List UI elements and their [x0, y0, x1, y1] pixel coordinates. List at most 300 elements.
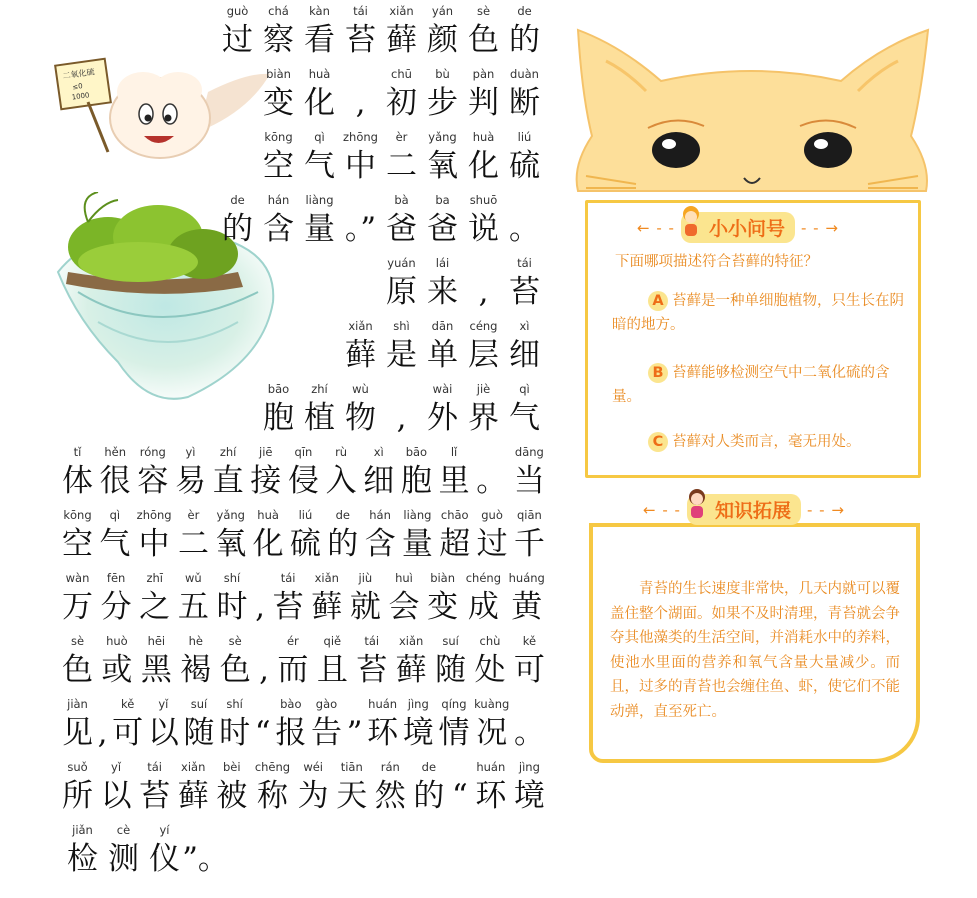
hanzi: 界 [468, 400, 499, 436]
hanzi: 藓 [345, 337, 376, 373]
story-glyph [427, 569, 458, 627]
pinyin: shí [226, 697, 243, 711]
pinyin: biàn [430, 571, 456, 585]
story-glyph [422, 128, 463, 186]
hanzi: 气 [509, 400, 540, 436]
hanzi: 量 [401, 526, 433, 562]
hanzi: 黄 [511, 589, 543, 625]
story-glyph [219, 695, 250, 753]
hanzi: 硫 [289, 526, 321, 562]
pinyin: tái [364, 634, 380, 648]
story-glyph [365, 506, 396, 564]
pinyin: huà [308, 67, 331, 81]
pinyin: rù [335, 445, 348, 459]
pinyin: kōng [264, 130, 293, 144]
story-glyph [148, 695, 179, 753]
sign-text-3: 1000 [71, 91, 91, 102]
hanzi: 而 [277, 652, 309, 688]
hanzi: 。 [514, 715, 545, 751]
mascot-icon [677, 204, 705, 238]
quiz-option-a[interactable] [612, 289, 908, 337]
knowledge-header-tag [687, 494, 801, 525]
story-glyph [422, 2, 463, 60]
hanzi: 苔 [356, 652, 388, 688]
pinyin: yí [159, 823, 170, 837]
hanzi: 化 [468, 148, 499, 184]
hanzi: 黑 [140, 652, 172, 688]
pinyin: lái [435, 256, 450, 270]
hanzi: ” [346, 715, 363, 751]
hanzi: 时 [216, 589, 248, 625]
pinyin: chù [479, 634, 501, 648]
hanzi: 况 [476, 715, 508, 751]
hanzi: 二 [386, 148, 417, 184]
pinyin: hè [188, 634, 203, 648]
hanzi: 藓 [386, 22, 417, 58]
pinyin: wù [352, 382, 369, 396]
pinyin: chū [391, 67, 412, 81]
pinyin: huán [476, 760, 506, 774]
pinyin: yuán [387, 256, 416, 270]
story-glyph [367, 695, 398, 753]
hanzi: 环 [367, 715, 399, 751]
story-glyph [350, 569, 381, 627]
hanzi: 步 [427, 85, 458, 121]
story-glyph [215, 506, 246, 564]
pinyin: suǒ [67, 760, 88, 774]
hanzi: 二 [177, 526, 209, 562]
story-glyph [275, 695, 306, 753]
hanzi: 藓 [311, 589, 343, 625]
hanzi: 被 [216, 778, 248, 814]
story-glyph [509, 569, 545, 627]
story-glyph [514, 758, 545, 816]
story-line [62, 569, 545, 627]
option-letter: B [648, 363, 668, 383]
story-line [217, 2, 545, 60]
pinyin: gào [315, 697, 338, 711]
hanzi: 细 [509, 337, 540, 373]
hanzi: 超 [439, 526, 471, 562]
arrow-left-icon: ← - - [637, 218, 675, 237]
hanzi: 。 [509, 211, 540, 247]
story-glyph [402, 506, 433, 564]
hanzi: 分 [100, 589, 132, 625]
quiz-header-tag [681, 212, 795, 243]
story-glyph [396, 632, 427, 690]
pinyin: jìng [407, 697, 429, 711]
pinyin: shí [223, 571, 241, 585]
story-glyph [504, 2, 545, 60]
pinyin: yì [185, 445, 196, 459]
story-line [217, 191, 545, 249]
story-line [62, 632, 545, 690]
hanzi: 当 [513, 463, 545, 499]
option-letter: A [648, 291, 668, 311]
hanzi: 入 [325, 463, 357, 499]
story-line [62, 443, 545, 501]
story-glyph [277, 632, 308, 690]
pinyin: tiān [340, 760, 363, 774]
story-glyph [255, 758, 290, 816]
story-glyph [477, 506, 508, 564]
pinyin: tái [147, 760, 162, 774]
pinyin: chá [268, 4, 289, 18]
story-glyph [298, 758, 329, 816]
story-glyph [259, 632, 269, 690]
arrow-right-icon: - - → [800, 218, 839, 237]
pinyin: wàn [65, 571, 90, 585]
pinyin: huà [257, 508, 279, 522]
story-glyph [475, 632, 506, 690]
story-glyph [144, 821, 185, 879]
hanzi: 植 [304, 400, 335, 436]
story-glyph [514, 632, 545, 690]
pinyin: ér [286, 634, 299, 648]
story-glyph [375, 758, 406, 816]
pinyin: sè [476, 4, 491, 18]
hanzi: 报 [275, 715, 307, 751]
pinyin: rán [380, 760, 400, 774]
pinyin: qīn [294, 445, 313, 459]
pinyin: liàng [305, 193, 334, 207]
pinyin: hán [369, 508, 391, 522]
story-glyph [474, 695, 509, 753]
story-glyph [213, 443, 244, 501]
hanzi: 里 [438, 463, 470, 499]
story-line [258, 128, 545, 186]
story-glyph [62, 695, 93, 753]
pinyin: wéi [303, 760, 323, 774]
story-glyph [381, 380, 422, 438]
story-glyph [326, 443, 357, 501]
hanzi: 空 [263, 148, 294, 184]
pinyin: qiě [323, 634, 342, 648]
hanzi: 褐 [180, 652, 212, 688]
story-glyph [299, 2, 340, 60]
story-glyph [273, 569, 304, 627]
knowledge-text: 青苔的生长速度非常快，几天内就可以覆盖住整个湖面。如果不及时清理，青苔就会争夺其他藻类的生活空间，并消耗水中的养料，使池水里面的营养和氧气含量大量减少。而且，过多的青苔也会缠住鱼、虾，使它们不能动弹，直至死亡。 [610, 581, 900, 720]
pinyin: biàn [266, 67, 291, 81]
story-glyph [62, 506, 93, 564]
hanzi: 过 [222, 22, 253, 58]
pinyin: xiǎn [314, 571, 339, 585]
cat-face-illustration [566, 26, 938, 206]
story-glyph [139, 569, 170, 627]
hanzi: 化 [252, 526, 284, 562]
hanzi: 判 [468, 85, 499, 121]
pinyin: xiǎn [398, 634, 424, 648]
hanzi: 说 [468, 211, 499, 247]
hanzi: 看 [304, 22, 335, 58]
story-glyph [514, 695, 545, 753]
pinyin: qì [109, 508, 121, 522]
story-glyph [466, 569, 501, 627]
hanzi: 环 [475, 778, 507, 814]
story-glyph [101, 758, 132, 816]
hanzi: 时 [219, 715, 251, 751]
pinyin: yǎng [216, 508, 245, 522]
hanzi: 藓 [395, 652, 427, 688]
story-glyph [504, 317, 545, 375]
pinyin: jiè [476, 382, 491, 396]
pinyin: bù [435, 67, 450, 81]
story-glyph [217, 2, 258, 60]
story-glyph [422, 65, 463, 123]
pinyin: xiǎn [181, 760, 206, 774]
knowledge-header [643, 494, 845, 525]
story-glyph [381, 128, 422, 186]
pinyin: suí [190, 697, 208, 711]
hanzi: 千 [513, 526, 545, 562]
option-text: 苔藓能够检测空气中二氧化硫的含量。 [612, 365, 890, 405]
pinyin: huán [368, 697, 398, 711]
hanzi: 可 [112, 715, 144, 751]
hanzi: , [259, 652, 269, 688]
hanzi: , [396, 400, 407, 436]
hanzi: 气 [304, 148, 335, 184]
pinyin: yán [431, 4, 454, 18]
quiz-header [637, 212, 839, 243]
story-glyph [504, 191, 545, 249]
story-glyph [452, 758, 468, 816]
story-glyph [299, 128, 340, 186]
hanzi: 层 [468, 337, 499, 373]
pinyin: chāo [440, 508, 469, 522]
pinyin: yǐ [111, 760, 122, 774]
pinyin: céng [469, 319, 498, 333]
story-glyph [253, 506, 284, 564]
hanzi: 物 [345, 400, 376, 436]
story-line [258, 380, 545, 438]
story-glyph [299, 380, 340, 438]
pinyin: sè [70, 634, 85, 648]
pinyin: guò [481, 508, 503, 522]
pinyin: qì [314, 130, 325, 144]
hanzi: 是 [386, 337, 417, 373]
pinyin: kě [121, 697, 135, 711]
story-glyph [180, 632, 211, 690]
hanzi: 的 [413, 778, 445, 814]
hanzi: 胞 [400, 463, 432, 499]
story-glyph [139, 758, 170, 816]
story-glyph [381, 254, 422, 312]
hanzi: 含 [263, 211, 294, 247]
pinyin: shuō [469, 193, 498, 207]
girl-mascot-icon [683, 486, 711, 520]
pinyin: chéng [465, 571, 502, 585]
pinyin: chēng [254, 760, 291, 774]
story-glyph [258, 2, 299, 60]
pinyin: tǐ [73, 445, 82, 459]
option-text: 苔藓对人类而言，毫无用处。 [672, 434, 861, 450]
hanzi: 随 [183, 715, 215, 751]
hanzi: 氧 [215, 526, 247, 562]
story-glyph [413, 758, 444, 816]
pinyin: wǔ [185, 571, 202, 585]
hanzi: 万 [62, 589, 93, 625]
story-glyph [422, 191, 463, 249]
pinyin: de [335, 508, 350, 522]
story-glyph [422, 254, 463, 312]
hanzi: 爸 [427, 211, 458, 247]
pinyin: lǐ [450, 445, 458, 459]
pinyin: kuàng [474, 697, 510, 711]
story-glyph [463, 191, 504, 249]
pinyin: kě [522, 634, 537, 648]
story-glyph [504, 128, 545, 186]
quiz-option-c[interactable] [612, 430, 908, 454]
hanzi: 爸 [386, 211, 417, 247]
hanzi: 初 [386, 85, 417, 121]
hanzi: 体 [62, 463, 93, 499]
story-glyph [388, 569, 419, 627]
sign-text-2: ≤0 [71, 82, 84, 92]
arrow-right-icon: - - → [806, 500, 845, 519]
story-glyph [258, 380, 299, 438]
hanzi: 以 [100, 778, 132, 814]
story-glyph [439, 506, 470, 564]
pinyin: huà [472, 130, 495, 144]
story-glyph [504, 65, 545, 123]
hanzi: 天 [336, 778, 368, 814]
pinyin: zhí [219, 445, 237, 459]
story-glyph [178, 506, 209, 564]
story-glyph [141, 632, 172, 690]
hanzi: 察 [263, 22, 294, 58]
story-glyph [340, 317, 381, 375]
hanzi: 断 [509, 85, 540, 121]
story-line [381, 254, 545, 312]
pinyin: jiù [358, 571, 373, 585]
hanzi: 告 [310, 715, 342, 751]
story-glyph [463, 65, 504, 123]
pinyin: dāng [514, 445, 544, 459]
story-glyph [476, 443, 507, 501]
pinyin: qì [519, 382, 530, 396]
hanzi: 色 [219, 652, 251, 688]
knowledge-header-label: 知识拓展 [714, 500, 791, 522]
story-glyph [137, 506, 172, 564]
hanzi: 易 [174, 463, 206, 499]
story-glyph [255, 695, 271, 753]
story-glyph [216, 758, 247, 816]
pinyin: tái [517, 256, 532, 270]
story-glyph [255, 569, 265, 627]
hanzi: 的 [222, 211, 253, 247]
pinyin: wài [432, 382, 453, 396]
hanzi: , [255, 589, 265, 625]
pinyin: èr [395, 130, 408, 144]
cloud-character-illustration [48, 52, 278, 162]
hanzi: 中 [138, 526, 170, 562]
hanzi: 很 [99, 463, 131, 499]
hanzi: 量 [304, 211, 335, 247]
story-glyph [288, 443, 319, 501]
story-glyph [311, 569, 342, 627]
hanzi: 的 [509, 22, 540, 58]
story-glyph [217, 191, 258, 249]
hanzi: 细 [363, 463, 395, 499]
story-glyph [381, 317, 422, 375]
story-glyph [99, 506, 130, 564]
hanzi: 或 [101, 652, 133, 688]
story-glyph [381, 191, 422, 249]
hanzi: 就 [349, 589, 381, 625]
story-line [258, 65, 545, 123]
pinyin: shì [393, 319, 410, 333]
story-line [340, 317, 545, 375]
pinyin: suí [442, 634, 459, 648]
pinyin: de [230, 193, 245, 207]
story-glyph [62, 632, 93, 690]
story-line [62, 758, 545, 816]
story-glyph [101, 632, 132, 690]
pinyin: sè [228, 634, 242, 648]
story-glyph [336, 758, 367, 816]
pinyin: xiǎn [348, 319, 373, 333]
pinyin: dān [431, 319, 454, 333]
hanzi: 五 [177, 589, 209, 625]
pinyin: zhī [146, 571, 164, 585]
story-glyph [340, 2, 381, 60]
hanzi: 称 [256, 778, 288, 814]
hanzi: 胞 [263, 400, 294, 436]
pinyin: zhí [311, 382, 328, 396]
story-glyph [175, 443, 206, 501]
story-glyph [403, 695, 434, 753]
quiz-option-b[interactable] [612, 361, 908, 409]
hanzi: 化 [304, 85, 335, 121]
hanzi: ”。 [182, 841, 229, 877]
pinyin: róng [139, 445, 166, 459]
hanzi: 中 [345, 148, 376, 184]
story-glyph [258, 128, 299, 186]
story-glyph [258, 191, 299, 249]
pinyin: bāo [405, 445, 428, 459]
pinyin: duàn [510, 67, 539, 81]
hanzi: 之 [139, 589, 171, 625]
pinyin: tái [353, 4, 368, 18]
hanzi: 的 [327, 526, 359, 562]
story-glyph [317, 632, 348, 690]
arrow-left-icon: ← - - [643, 500, 681, 519]
hanzi: 色 [62, 652, 93, 688]
hanzi: 色 [468, 22, 499, 58]
hanzi: 境 [513, 778, 545, 814]
story-glyph [504, 254, 545, 312]
hanzi: 为 [297, 778, 329, 814]
story-glyph [98, 695, 108, 753]
option-letter: C [648, 432, 668, 452]
hanzi: 且 [316, 652, 348, 688]
hanzi: 苔 [139, 778, 171, 814]
hanzi: 单 [427, 337, 458, 373]
hanzi: 测 [108, 841, 139, 877]
story-glyph [62, 443, 93, 501]
pinyin: cè [116, 823, 131, 837]
hanzi: 。” [344, 211, 377, 247]
pinyin: liú [517, 130, 532, 144]
story-line [62, 506, 545, 564]
hanzi: 来 [427, 274, 458, 310]
pinyin: hěn [104, 445, 126, 459]
pinyin: hán [267, 193, 290, 207]
story-glyph [363, 443, 394, 501]
story-glyph [178, 569, 209, 627]
hanzi: 会 [388, 589, 420, 625]
story-glyph [258, 65, 299, 123]
